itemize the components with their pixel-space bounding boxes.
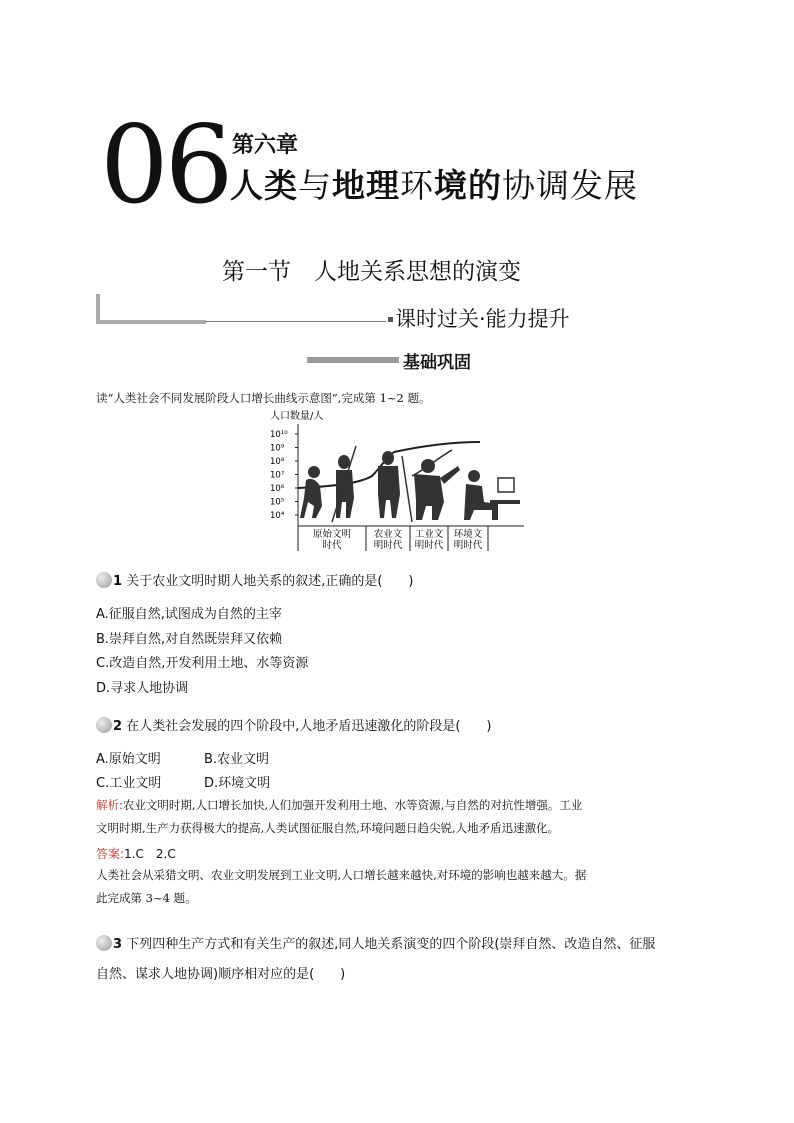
era-label: 明时代 xyxy=(453,540,483,551)
chapter-title-part: 的 xyxy=(468,166,502,205)
question-marker-icon xyxy=(96,717,112,733)
chapter-title-part: 境 xyxy=(434,166,468,205)
context-line: 此完成第 3~4 题。 xyxy=(96,891,197,905)
analysis-block xyxy=(96,794,706,840)
answer-line xyxy=(96,845,176,862)
y-tick-label: 10⁵ xyxy=(270,497,285,508)
y-tick-label: 10⁶ xyxy=(270,484,285,494)
analysis-line: 文明时期,生产力获得极大的提高,人类试图征服自然,环境问题日趋尖锐,人地矛盾迅速激化。 xyxy=(96,821,560,835)
q2-option-c[interactable]: C.工业文明 xyxy=(96,776,162,791)
question-text: 关于农业文明时期人地关系的叙述,正确的是( ) xyxy=(126,574,414,589)
q2-option-d[interactable]: D.环境文明 xyxy=(204,776,271,791)
question-3 xyxy=(96,930,655,990)
question-marker-icon xyxy=(96,935,112,951)
chapter-title xyxy=(230,160,638,207)
y-tick-label: 10⁷ xyxy=(270,470,285,481)
question-number: 1 xyxy=(113,574,123,589)
analysis-label: 解析: xyxy=(96,798,123,812)
bullet-square-icon xyxy=(388,317,393,322)
era-label: 工业文 xyxy=(414,529,444,540)
q1-option-d[interactable]: D.寻求人地协调 xyxy=(96,681,189,696)
q2-option-a[interactable]: A.原始文明 xyxy=(96,752,161,767)
question-marker-icon xyxy=(96,572,112,588)
q1-option-a[interactable]: A.征服自然,试图成为自然的主宰 xyxy=(96,607,282,622)
question-number: 3 xyxy=(113,937,123,952)
y-tick-label: 10⁹ xyxy=(270,443,285,454)
question-1 xyxy=(96,570,413,589)
chapter-title-part: 人类 xyxy=(230,166,298,205)
era-label: 环境文 xyxy=(453,529,483,540)
lesson-title: 课时过关·能力提升 xyxy=(395,307,570,331)
y-axis-label: 人口数量/人 xyxy=(270,411,324,422)
question-text: 在人类社会发展的四个阶段中,人地矛盾迅速激化的阶段是( ) xyxy=(126,719,492,734)
population-growth-figure xyxy=(262,406,527,552)
context-block xyxy=(96,864,706,910)
intro-text: 读“人类社会不同发展阶段人口增长曲线示意图”,完成第 1~2 题。 xyxy=(96,391,431,405)
question-text: 下列四种生产方式和有关生产的叙述,同人地关系演变的四个阶段(崇拜自然、改造自然、征服 xyxy=(126,937,656,952)
q1-option-b[interactable]: B.崇拜自然,对自然既崇拜又依赖 xyxy=(96,632,283,647)
y-tick-label: 10⁸ xyxy=(270,457,285,467)
section-title: 第一节 人地关系思想的演变 xyxy=(222,259,521,285)
decorative-bracket-base xyxy=(96,320,206,324)
answer-text: 1.C 2.C xyxy=(124,847,176,861)
heading-bar xyxy=(307,357,399,363)
y-tick-label: 10⁴ xyxy=(270,511,285,521)
question-number: 2 xyxy=(113,719,123,734)
basic-title: 基础巩固 xyxy=(403,353,471,373)
chapter-number: 06 xyxy=(100,103,230,228)
era-label: 时代 xyxy=(322,540,342,551)
chapter-title-part: 与 xyxy=(298,166,332,205)
era-label: 明时代 xyxy=(373,540,403,551)
era-label: 明时代 xyxy=(414,540,444,551)
y-tick-label: 10¹⁰ xyxy=(270,430,288,440)
question-text: 自然、谋求人地协调)顺序相对应的是( ) xyxy=(96,967,346,982)
divider-line xyxy=(206,321,386,322)
chapter-title-part: 地理 xyxy=(332,166,400,205)
era-label: 原始文明 xyxy=(312,529,352,540)
q1-option-c[interactable]: C.改造自然,开发利用土地、水等资源 xyxy=(96,656,309,671)
human-evolution-silhouettes xyxy=(300,446,520,522)
chapter-title-part: 协调发展 xyxy=(502,166,638,205)
question-2 xyxy=(96,715,491,734)
analysis-line: 农业文明时期,人口增长加快,人们加强开发利用土地、水等资源,与自然的对抗性增强。工业 xyxy=(122,798,583,812)
era-label: 农业文 xyxy=(373,529,403,540)
context-line: 人类社会从采猎文明、农业文明发展到工业文明,人口增长越来越快,对环境的影响也越来越大。据 xyxy=(96,868,587,882)
q2-option-b[interactable]: B.农业文明 xyxy=(204,752,270,767)
chapter-label: 第六章 xyxy=(232,133,299,158)
chapter-title-part: 环 xyxy=(400,166,434,205)
answer-label: 答案: xyxy=(96,847,125,861)
